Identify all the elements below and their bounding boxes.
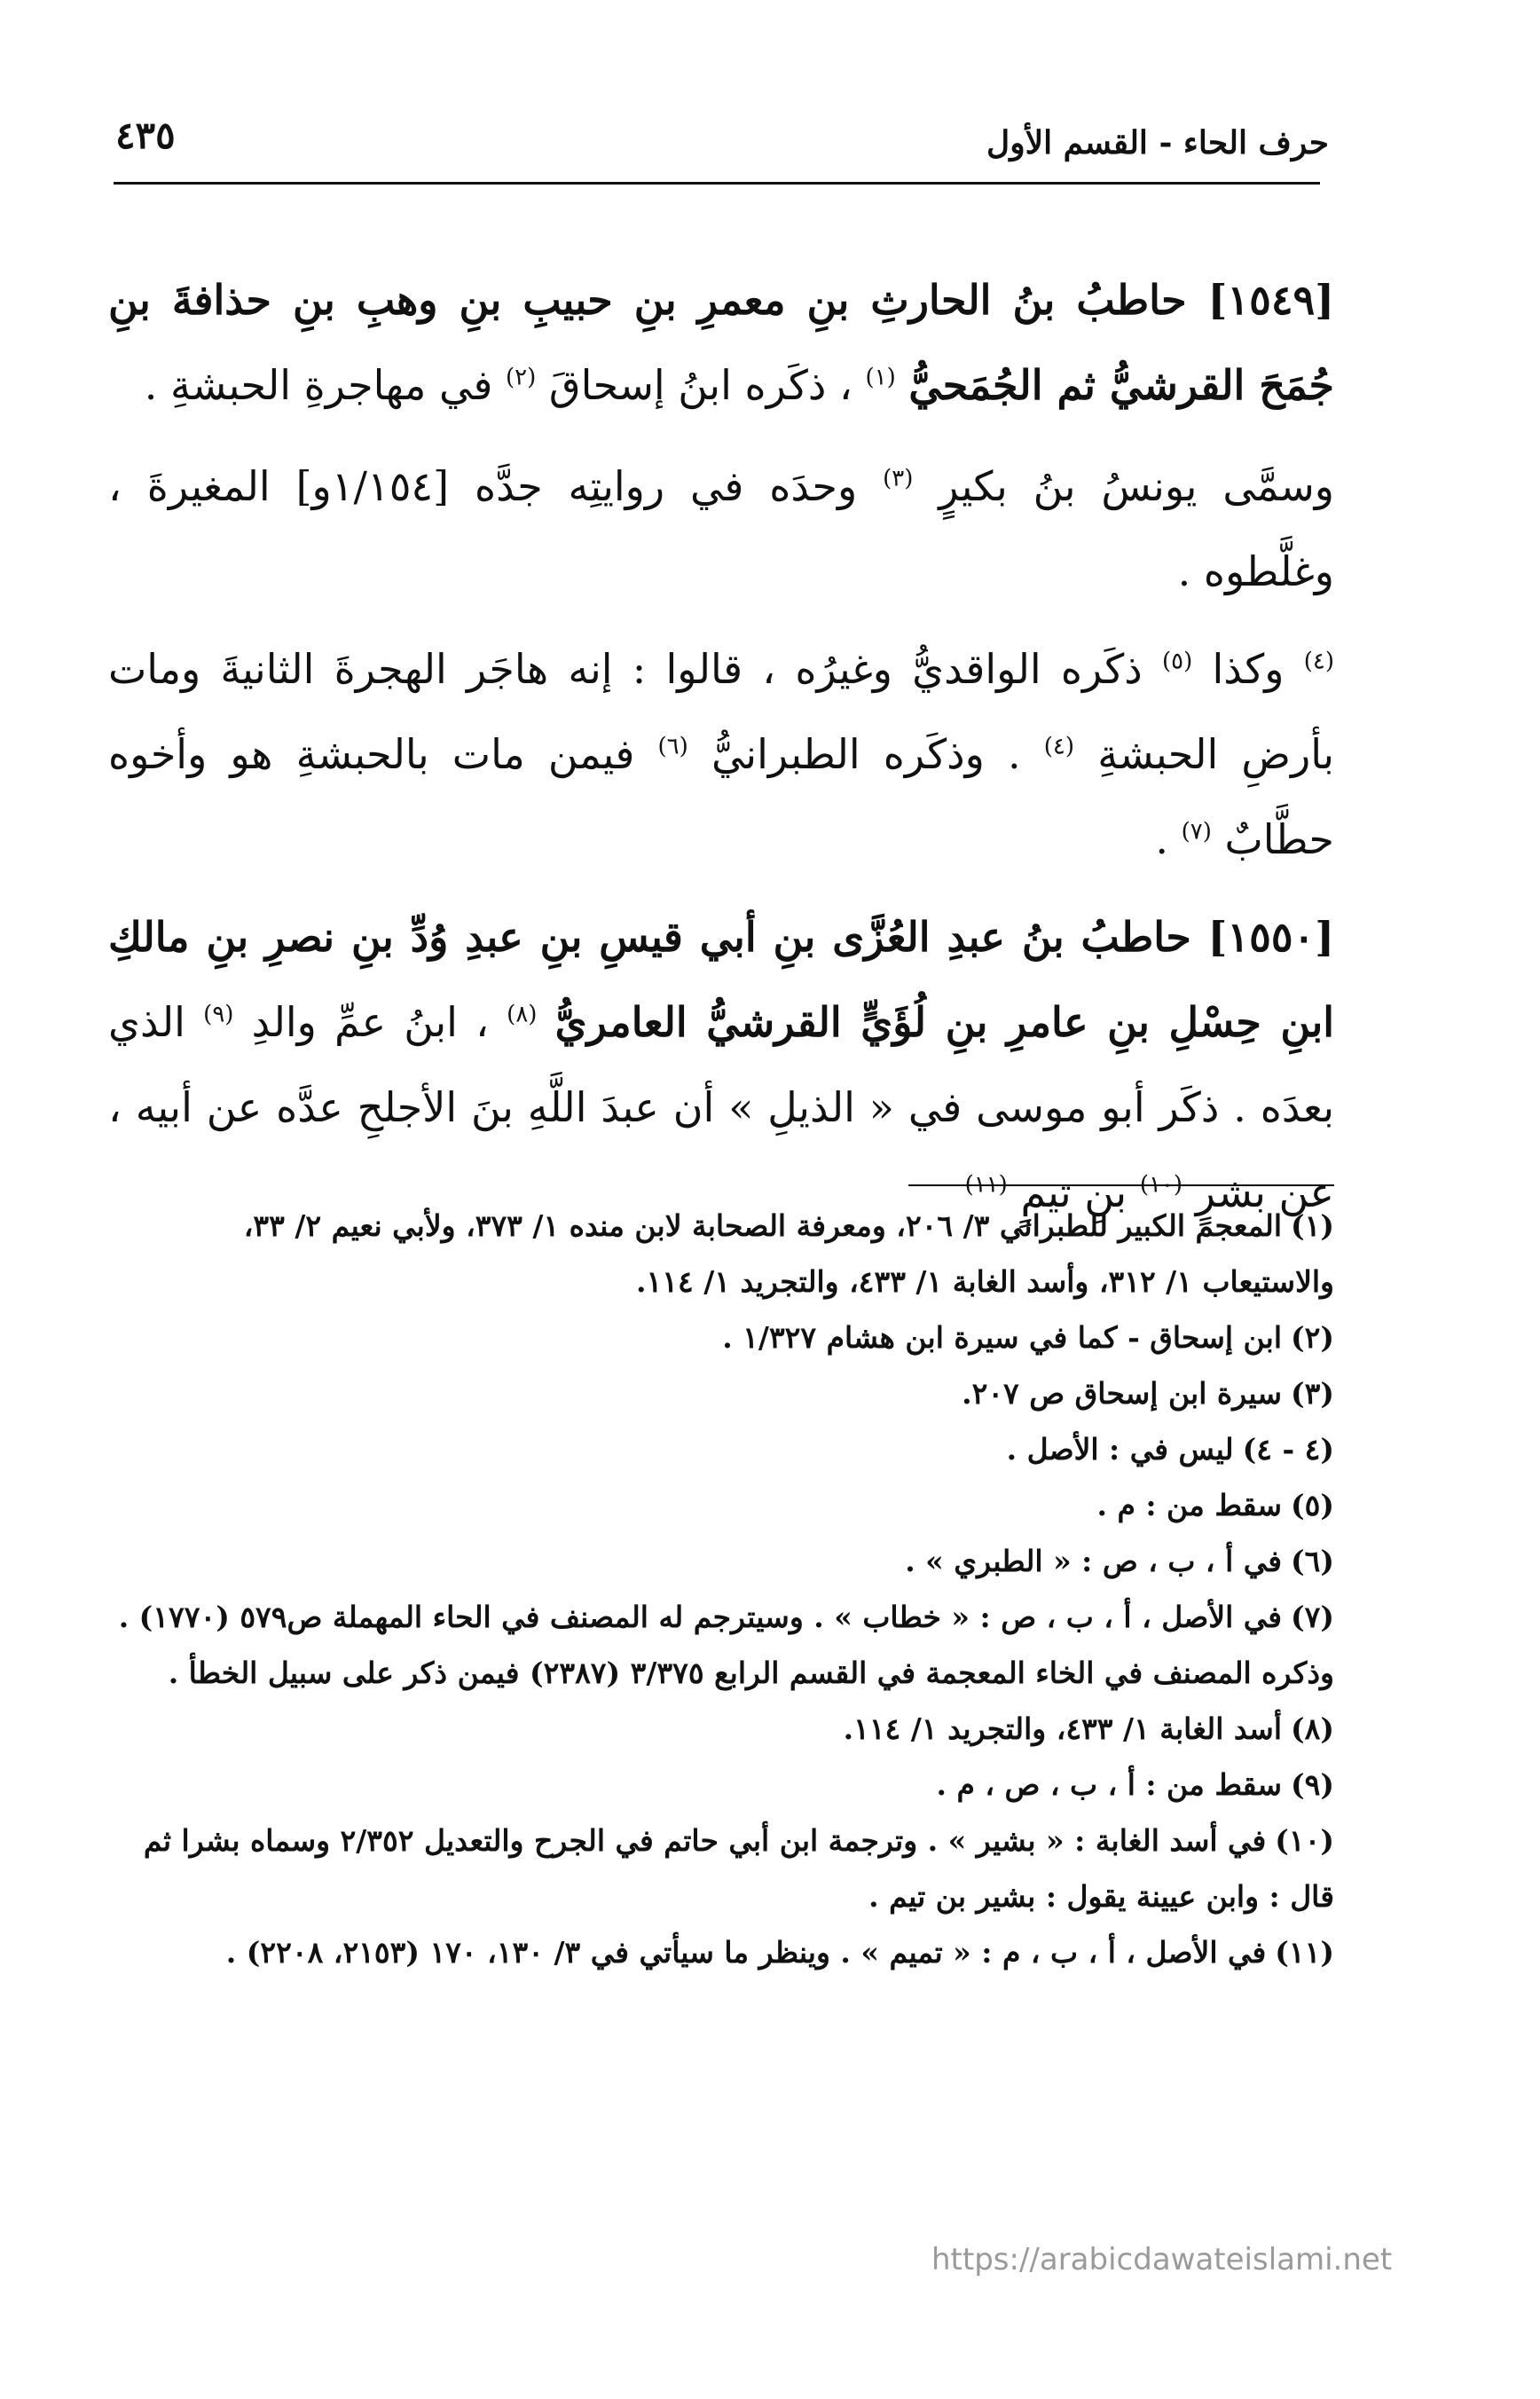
footnote-ref: (٥) <box>1161 648 1193 675</box>
footnote-text: في الأصل ، أ ، ب ، م : « تميم » . وينظر ما سيأتي في ٣/ ١٣٠، ١٧٠ (٢١٥٣، ٢٢٠٨) . <box>225 1935 1267 1970</box>
entry-text: الذي بعدَه . ذكَر أبو موسى في « الذيلِ » أن عبدَ اللَّهِ بنَ الأجلحِ عدَّه عن أبيه ، عن بشرٍ <box>108 998 1334 1216</box>
footnote-text: ليس في : الأصل . <box>1006 1432 1234 1467</box>
entry-text: فيمن مات بالحبشةِ هو وأخوه حطَّابٌ <box>108 730 1334 863</box>
footnote-number: (٩) <box>1291 1767 1334 1802</box>
entry-text: ، ذكَره ابنُ إسحاقَ <box>548 361 852 409</box>
footnote-ref: (٨) <box>507 1001 538 1028</box>
footnote-ref: (٩) <box>203 1001 234 1028</box>
watermark-url: https://arabicdawateislami.net <box>931 2242 1393 2277</box>
footnote-number: (٤ - ٤) <box>1242 1432 1334 1467</box>
footnote-number: (١٠) <box>1275 1823 1334 1858</box>
footnote <box>108 1757 1334 1813</box>
footnote-text: سقط من : أ ، ب ، ص ، م . <box>936 1767 1283 1802</box>
entry-1549 <box>108 257 1334 428</box>
footnote-text: ابن إسحاق - كما في سيرة ابن هشام ١/٣٢٧ . <box>722 1320 1283 1355</box>
footnote-number: (٦) <box>1291 1544 1334 1578</box>
footnote-ref: (٤) <box>1303 648 1335 675</box>
page-header <box>115 114 1329 185</box>
footnote-number: (٧) <box>1291 1600 1334 1634</box>
footnote <box>108 1924 1334 1980</box>
footnote-text: سيرة ابن إسحاق ص ٢٠٧. <box>962 1376 1283 1411</box>
footnote-number: (٣) <box>1291 1376 1334 1411</box>
footnote-rule <box>908 1184 1334 1186</box>
footnote-number: (١١) <box>1275 1935 1334 1970</box>
entry-text: ذكَره الواقديُّ وغيرُه ، قالوا : إنه هاجَر الهجرةَ الثانيةَ ومات بأرضِ الحبشةِ <box>108 645 1335 778</box>
footnote <box>108 1421 1334 1477</box>
footnote <box>108 1589 1334 1701</box>
footnote-text: أسد الغابة ١/ ٤٣٣، والتجريد ١/ ١١٤. <box>843 1711 1283 1746</box>
entry-text: . وذكَره الطبرانيُّ <box>711 730 1021 778</box>
paragraph-waqidi <box>108 626 1334 882</box>
footnote-ref: (٢) <box>506 364 537 391</box>
footnote <box>108 1701 1334 1757</box>
main-text <box>108 257 1334 1251</box>
entry-text: وكذا <box>1212 645 1285 693</box>
footnote-text: سقط من : م . <box>1096 1488 1283 1522</box>
footnote-ref: (٣) <box>883 465 914 492</box>
footnote-ref: (١٠) <box>1139 1171 1183 1199</box>
footnote-ref: (٤) <box>1043 733 1075 760</box>
footnote-number: (٨) <box>1291 1711 1334 1746</box>
footnote-number: (٥) <box>1291 1488 1334 1522</box>
footnote-ref: (١١) <box>964 1171 1008 1199</box>
entry-text: في مهاجرةِ الحبشةِ . <box>144 361 493 409</box>
footnote <box>108 1813 1334 1924</box>
entry-heading: [١٥٥٠] حاطبُ بنُ عبدِ العُزَّى بنِ أبي قيسِ بنِ عبدِ وُدِّ بنِ نصرِ بنِ مالكِ ابنِ حِسْلِ بنِ عامرِ بنِ لُؤَيٍّ القرشيُّ العامريُّ <box>108 913 1335 1046</box>
running-title: حرف الحاء - القسم الأول <box>986 124 1329 161</box>
entry-text: وحدَه في روايتِه جدَّه [١/١٥٤و] المغيرةَ ، وغلَّطوه . <box>108 462 1334 595</box>
footnote <box>108 1365 1334 1421</box>
footnote <box>108 1533 1334 1589</box>
footnote <box>108 1198 1334 1310</box>
footnote-number: (٢) <box>1291 1320 1334 1355</box>
footnote-text: في الأصل ، أ ، ب ، ص : « خطاب » . وسيترجم له المصنف في الحاء المهملة ص٥٧٩ (١٧٧٠) . وذكره المصنف في الخاء المعجمة في القسم الرابع ٣/٣٧٥ (٢٣٨٧) فيمن ذكر على سبيل الخطأ . <box>118 1600 1334 1690</box>
entry-text: ، ابنُ عمِّ والدِ <box>251 998 489 1046</box>
footnote-text: المعجم الكبير للطبراني ٣/ ٢٠٦، ومعرفة الصحابة لابن منده ١/ ٣٧٣، ولأبي نعيم ٢/ ٣٣، والاستيعاب ١/ ٣١٢، وأسد الغابة ١/ ٤٣٣، والتجريد ١/ ١١٤. <box>243 1208 1334 1299</box>
footnotes <box>108 1198 1334 1980</box>
footnote <box>108 1310 1334 1365</box>
footnote-text: في أ ، ب ، ص : « الطبري » . <box>905 1544 1283 1578</box>
header-rule <box>114 182 1320 185</box>
footnote-ref: (٧) <box>1181 818 1212 846</box>
entry-text: بنِ تيمٍ <box>1020 1168 1128 1216</box>
footnote-ref: (٦) <box>657 733 688 760</box>
entry-text: وسمَّى يونسُ بنُ بكيرٍ <box>939 462 1335 510</box>
footnote-text: في أسد الغابة : « بشير » . وترجمة ابن أبي حاتم في الجرح والتعديل ٢/٣٥٢ وسماه بشرا ثم قال : وابن عيينة يقول : بشير بن تيم . <box>143 1823 1334 1914</box>
footnote-ref: (١) <box>865 364 896 391</box>
paragraph-younus <box>108 444 1334 614</box>
footnote <box>108 1477 1334 1533</box>
entry-text: . <box>1155 815 1168 863</box>
entry-heading: [١٥٤٩] حاطبُ بنُ الحارثِ بنِ معمرِ بنِ حبيبِ بنِ وهبِ بنِ حذافةَ بنِ جُمَحَ القرشيُّ ثم الجُمَحيُّ <box>108 276 1334 409</box>
footnote-number: (١) <box>1291 1208 1334 1243</box>
page-number: ٤٣٥ <box>115 114 176 157</box>
